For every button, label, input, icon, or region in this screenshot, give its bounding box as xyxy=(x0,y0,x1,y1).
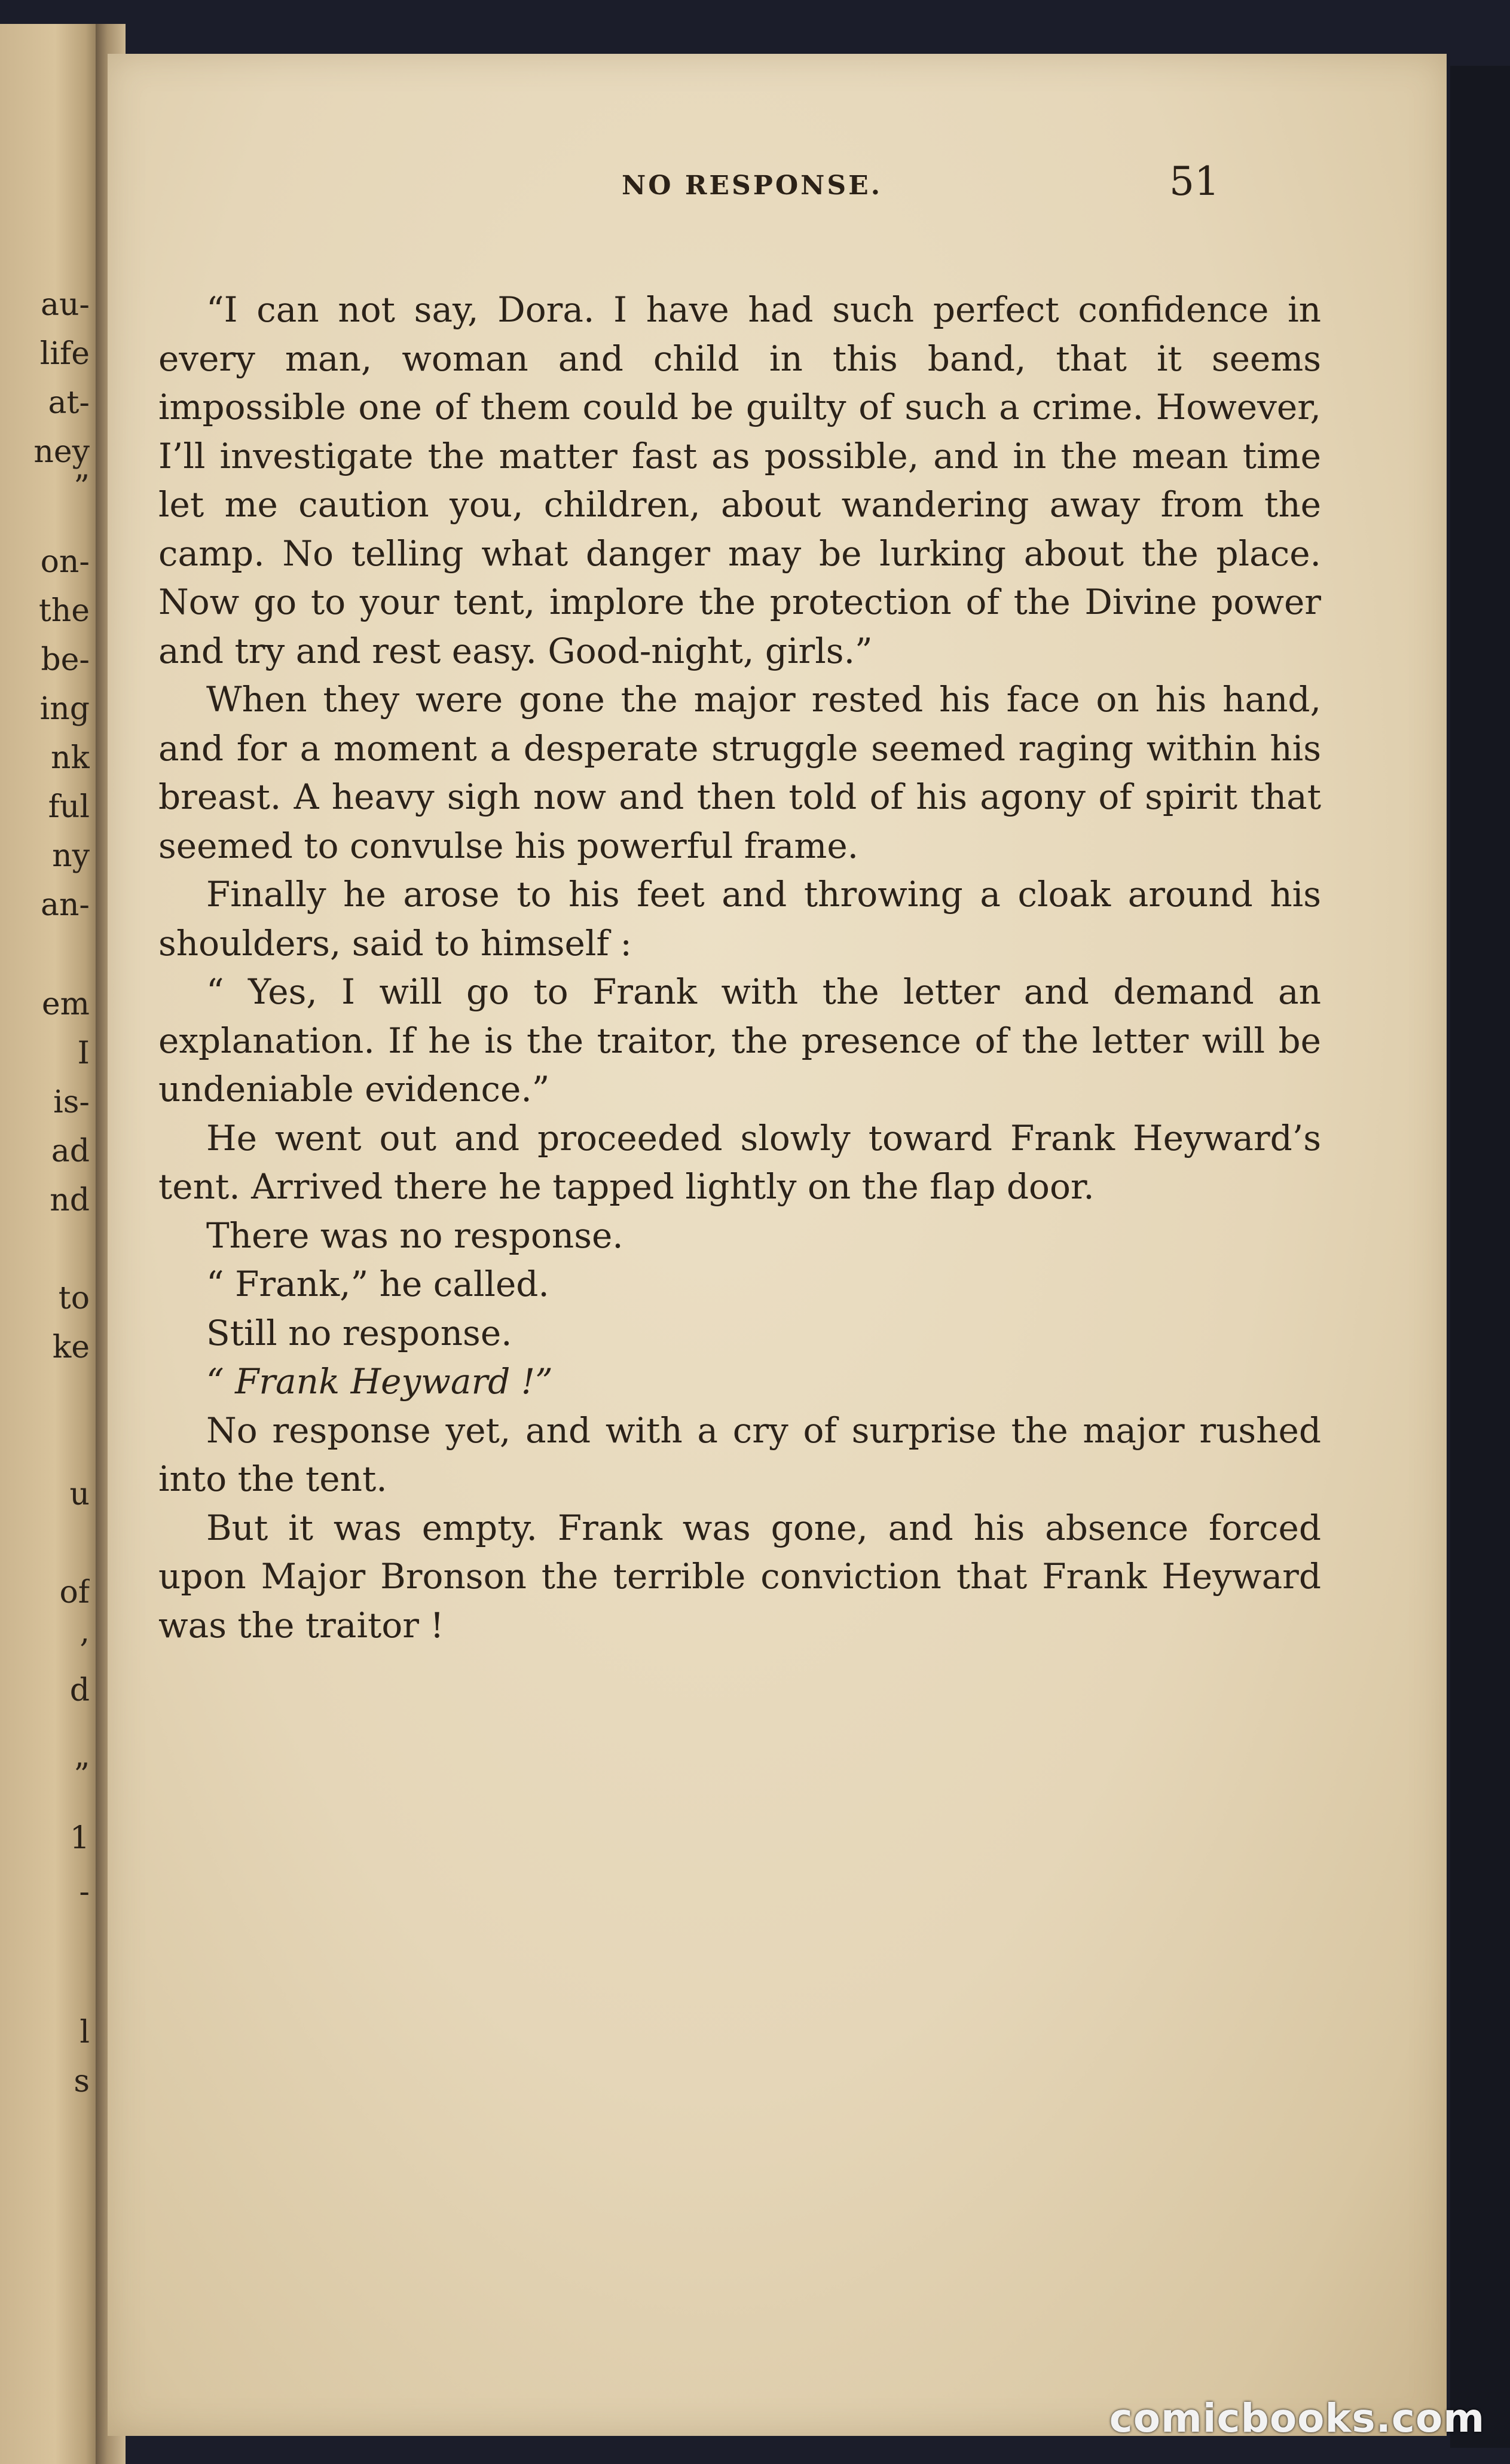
left-page-fragment: , xyxy=(80,1614,90,1650)
body-text xyxy=(158,286,1321,1650)
paragraph: No response yet, and with a cry of surprise the major rushed into the tent. xyxy=(158,1410,1321,1499)
paragraph: “ Yes, I will go to Frank with the letter and demand an explanation. If he is the traitor, the presence of the letter will be undeniable evidence.” xyxy=(158,971,1321,1109)
left-page-fragment: - xyxy=(79,1874,90,1910)
left-page-fragment: d xyxy=(69,1673,90,1708)
left-page-fragment: ke xyxy=(52,1329,90,1365)
paragraph: When they were gone the major rested his face on his hand, and for a moment a desperate struggle seemed raging within his breast. A heavy sigh now and then told of his agony of spirit that seemed to convulse his powerful frame. xyxy=(158,679,1321,866)
left-page-fragment: ad xyxy=(51,1133,90,1169)
paragraph: Finally he arose to his feet and throwing a cloak around his shoulders, said to himself : xyxy=(158,874,1321,964)
left-page-fragment: is- xyxy=(53,1084,90,1120)
left-page-fragment: s xyxy=(74,2063,90,2099)
left-page-fragment: ful xyxy=(48,789,90,825)
left-page-fragment: ” xyxy=(74,1757,90,1793)
left-page-fragment: I xyxy=(77,1035,90,1071)
left-page-fragment: ney xyxy=(33,434,90,470)
paragraph: Still no response. xyxy=(206,1312,512,1353)
paragraph: He went out and proceeded slowly toward Frank Heyward’s tent. Arrived there he tapped lightly on the flap door. xyxy=(158,1117,1321,1207)
paragraph: But it was empty. Frank was gone, and his absence forced upon Major Bronson the terrible conviction that Frank Heyward was the traitor ! xyxy=(158,1507,1321,1646)
paragraph: “ Frank Heyward !” xyxy=(206,1361,553,1402)
left-page-fragment: life xyxy=(39,336,90,372)
running-title: NO RESPONSE. xyxy=(622,170,883,201)
left-page-fragment: be- xyxy=(41,642,90,678)
left-page-fragment: u xyxy=(69,1476,90,1512)
paragraph: “I can not say, Dora. I have had such perfect confidence in every man, woman and child in this band, that it seems impossible one of them could be guilty of such a crime. However, I’ll investigate the matter fast as possible, and in the mean time let me caution you, children, about wandering away from the camp. No telling what danger may be lurking about the place. Now go to your tent, implore the protection of the Divine power and try and rest easy. Good-night, girls.” xyxy=(158,289,1321,671)
left-page-fragment: ing xyxy=(39,691,90,727)
left-page-fragment: an- xyxy=(40,887,90,923)
left-page-fragment: at- xyxy=(48,385,90,421)
left-page-fragment: l xyxy=(80,2014,90,2050)
left-page-fragment: nd xyxy=(50,1182,90,1218)
left-page-fragment: ” xyxy=(74,469,90,505)
left-page-fragment: of xyxy=(59,1575,90,1610)
watermark: comicbooks.com xyxy=(1109,2395,1485,2441)
left-page-fragment: nk xyxy=(51,740,90,776)
left-page-fragment: em xyxy=(41,986,90,1022)
running-head xyxy=(502,158,1219,218)
left-page-fragment: the xyxy=(38,593,90,629)
left-page-fragment: to xyxy=(58,1280,90,1316)
left-page-fragment: 1 xyxy=(69,1820,90,1856)
left-page-fragment: on- xyxy=(40,544,90,580)
left-page-fragment: ny xyxy=(52,838,90,874)
left-page-fragment: au- xyxy=(40,287,90,323)
paragraph: There was no response. xyxy=(206,1215,623,1256)
page-edge-shadow xyxy=(1450,66,1510,2448)
paragraph: “ Frank,” he called. xyxy=(206,1264,549,1304)
page-number: 51 xyxy=(1169,158,1219,204)
previous-page-edge xyxy=(0,24,100,2464)
